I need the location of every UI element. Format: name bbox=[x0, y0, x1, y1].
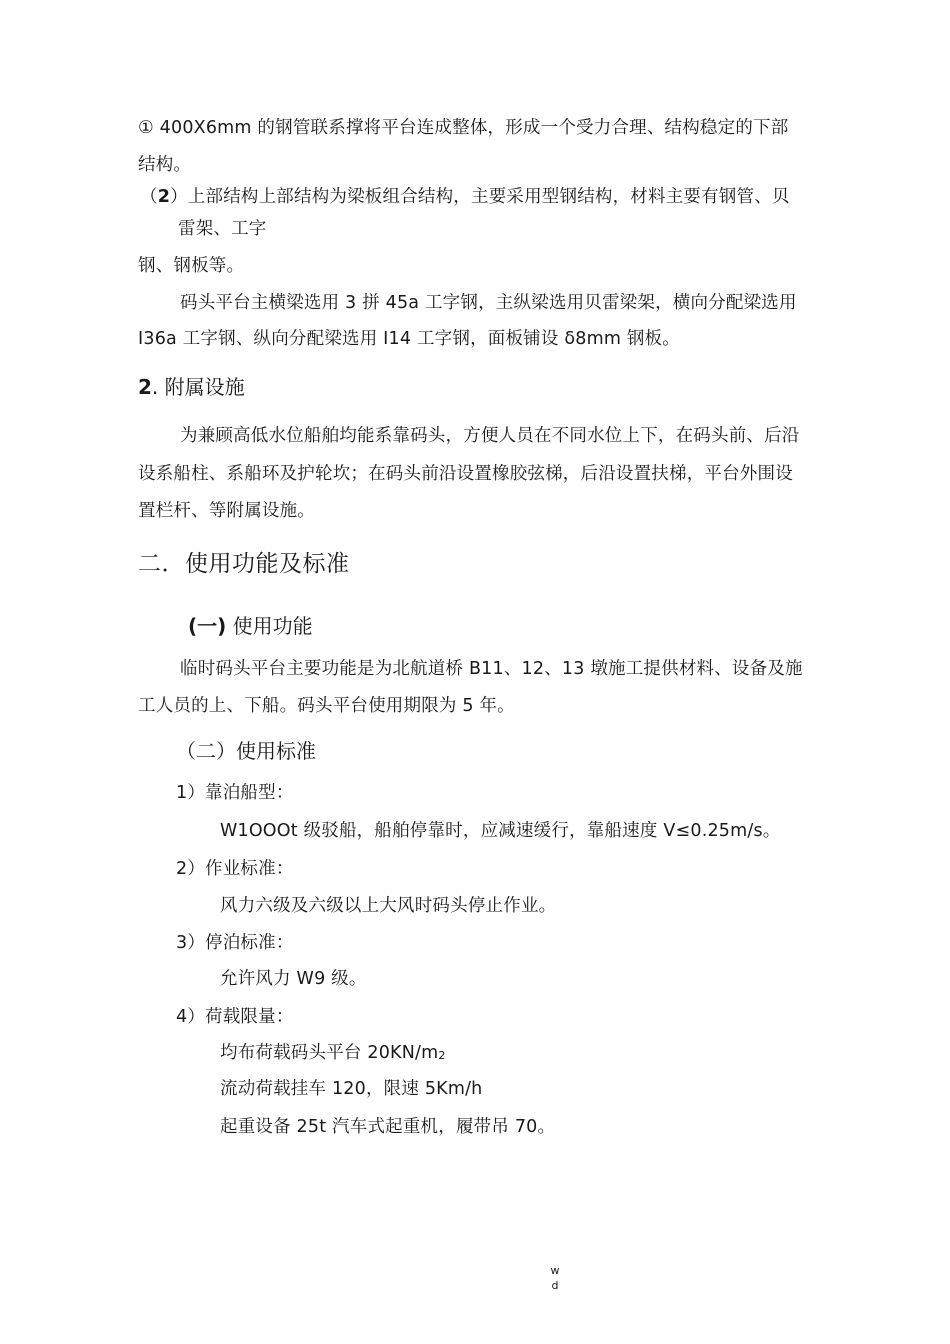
subsection-number: (一) bbox=[188, 614, 227, 638]
chapter-heading: 二．使用功能及标准 bbox=[138, 551, 350, 577]
section-heading bbox=[138, 374, 245, 400]
list-item-text: W1OOOt 级驳船，船舶停靠时，应减速缓行，靠船速度 V≤0.25m/s。 bbox=[220, 821, 781, 841]
subsection-title: 使用功能 bbox=[226, 614, 313, 638]
paragraph-line: ① 400X6mm 的钢管联系撑将平台连成整体，形成一个受力合理、结构稳定的下部 bbox=[138, 118, 789, 138]
unit-subscript: 2 bbox=[438, 1049, 446, 1062]
paragraph-text: ）上部结构上部结构为梁板组合结构，主要采用型钢结构，材料主要有钢管、贝 bbox=[170, 187, 790, 207]
paragraph-line: 码头平台主横梁选用 3 拼 45a 工字钢，主纵梁选用贝雷梁架，横向分配梁选用 bbox=[180, 293, 797, 313]
paragraph-line: 工人员的上、下船。码头平台使用期限为 5 年。 bbox=[138, 696, 515, 716]
section-title: . 附属设施 bbox=[151, 375, 245, 399]
list-item-text: 流动荷载挂车 120，限速 5Km/h bbox=[220, 1079, 483, 1099]
paragraph-line: 结构。 bbox=[138, 155, 192, 175]
paren-open: （ bbox=[140, 187, 158, 207]
item-number: 2 bbox=[157, 187, 171, 207]
list-item-text: 允许风力 W9 级。 bbox=[220, 969, 367, 989]
paragraph-line: 雷架、工字 bbox=[178, 219, 267, 239]
paragraph-line: 钢、钢板等。 bbox=[138, 256, 245, 276]
paragraph-line: I36a 工字钢、纵向分配梁选用 I14 工字钢，面板铺设 δ8mm 钢板。 bbox=[138, 329, 680, 349]
paragraph-line: 设系船柱、系船环及护轮坎；在码头前沿设置橡胶弦梯，后沿设置扶梯，平台外围设 bbox=[138, 464, 793, 484]
list-item-text: 起重设备 25t 汽车式起重机，履带吊 70。 bbox=[220, 1117, 556, 1137]
paragraph-line: 为兼顾高低水位船舶均能系靠码头，方便人员在不同水位上下，在码头前、后沿 bbox=[180, 426, 800, 446]
list-item-text: 风力六级及六级以上大风时码头停止作业。 bbox=[220, 896, 557, 916]
footer-mark: w bbox=[550, 1264, 560, 1277]
list-item-label: 3）停泊标准： bbox=[176, 933, 294, 953]
list-item-label: 1）靠泊船型： bbox=[176, 783, 294, 803]
load-text: 均布荷载码头平台 20KN/m bbox=[220, 1043, 439, 1063]
list-item-text bbox=[220, 1041, 446, 1068]
paragraph-line: 临时码头平台主要功能是为北航道桥 B11、12、13 墩施工提供材料、设备及施 bbox=[180, 659, 803, 679]
list-item-label: 2）作业标准： bbox=[176, 859, 294, 879]
list-item-label: 4）荷载限量： bbox=[176, 1007, 294, 1027]
subsection-heading bbox=[188, 613, 313, 639]
paragraph-line bbox=[140, 185, 790, 209]
section-number: 2 bbox=[138, 375, 152, 399]
footer-mark: d bbox=[551, 1279, 559, 1292]
paragraph-line: 置栏杆、等附属设施。 bbox=[138, 501, 315, 521]
subsection-heading: （二）使用标准 bbox=[176, 739, 316, 763]
